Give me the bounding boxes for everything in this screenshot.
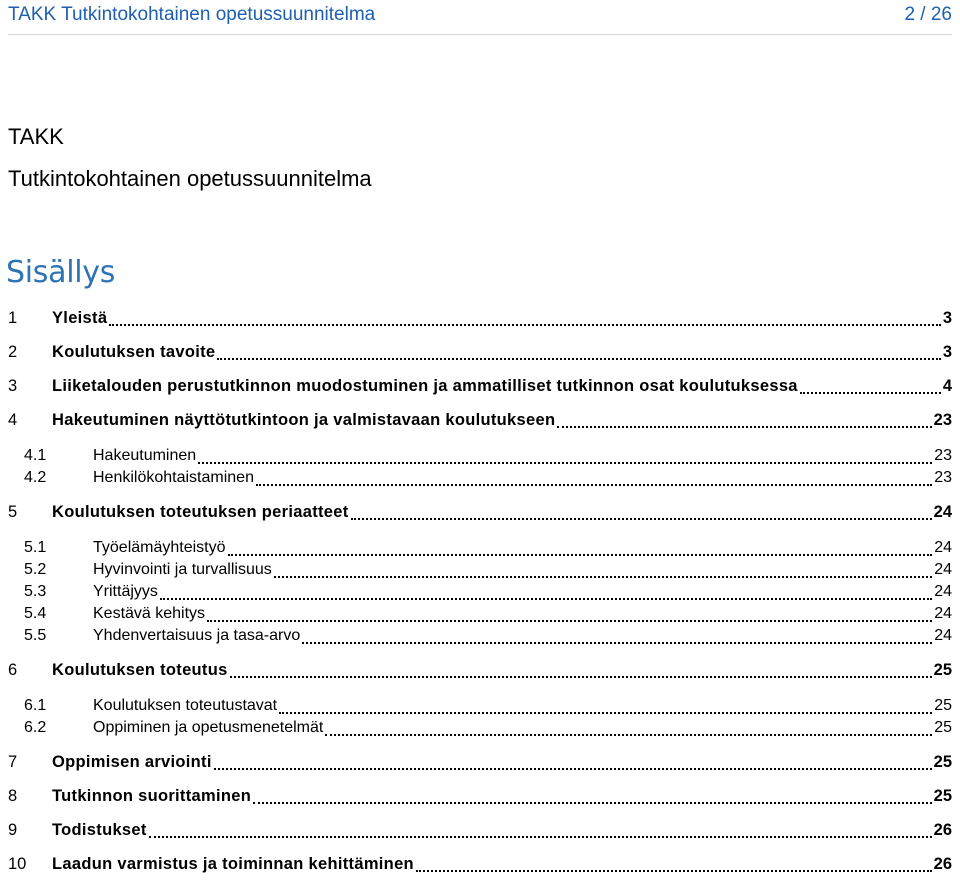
toc-entry-number: 5: [8, 503, 18, 521]
toc-entry[interactable]: [8, 821, 952, 843]
toc-entry-page: 25: [934, 719, 952, 736]
toc-entry-label: Hyvinvointi ja turvallisuus: [93, 561, 272, 578]
page-indicator: 2 / 26: [904, 4, 952, 25]
toc-entry-page: 25: [933, 661, 952, 679]
toc-entry[interactable]: [8, 503, 952, 525]
toc-entry[interactable]: [8, 753, 952, 775]
toc-entry-page: 24: [934, 539, 952, 556]
toc-entry-number: 9: [8, 821, 18, 839]
toc-entry-number: 1: [8, 309, 18, 327]
toc-entry-label: Yrittäjyys: [93, 583, 158, 600]
toc-entry-number: 5.4: [24, 605, 47, 622]
toc-leader-dots: [274, 576, 932, 578]
toc-entry-page: 25: [933, 787, 952, 805]
toc-entry-page: 26: [933, 821, 952, 839]
toc-leader-dots: [351, 518, 932, 520]
toc-leader-dots: [557, 426, 931, 428]
toc-entry-label: Koulutuksen tavoite: [52, 343, 216, 361]
toc-leader-dots: [228, 554, 933, 556]
toc-entry-label: Hakeutuminen näyttötutkintoon ja valmistavaan koulutukseen: [52, 411, 556, 429]
toc-leader-dots: [149, 836, 932, 838]
toc-entry-label: Koulutuksen toteutuksen periaatteet: [52, 503, 349, 521]
toc-entry[interactable]: [24, 583, 952, 605]
toc-entry-number: 8: [8, 787, 18, 805]
toc-entry-number: 5.3: [24, 583, 47, 600]
toc-entry-label: Työelämäyhteistyö: [93, 539, 226, 556]
toc-leader-dots: [256, 484, 932, 486]
toc-leader-dots: [217, 358, 940, 360]
toc-heading: Sisällys: [6, 255, 116, 290]
toc-leader-dots: [279, 712, 932, 714]
toc-entry-number: 5.1: [24, 539, 47, 556]
toc-entry[interactable]: [8, 787, 952, 809]
toc-entry-number: 5.5: [24, 627, 47, 644]
toc-entry-number: 6.1: [24, 697, 47, 714]
toc-leader-dots: [214, 768, 932, 770]
toc-entry-page: 3: [942, 343, 952, 361]
toc-entry-label: Tutkinnon suorittaminen: [52, 787, 252, 805]
toc-leader-dots: [198, 462, 932, 464]
toc-entry-page: 24: [934, 561, 952, 578]
toc-entry-label: Liiketalouden perustutkinnon muodostuminen ja ammatilliset tutkinnon osat koulutuksessa: [52, 377, 798, 395]
toc-entry-label: Oppiminen ja opetusmenetelmät: [93, 719, 324, 736]
toc-entry-page: 23: [934, 469, 952, 486]
toc-entry-label: Yleistä: [52, 309, 108, 327]
toc-entry[interactable]: [24, 719, 952, 741]
toc-entry-number: 2: [8, 343, 18, 361]
toc-entry[interactable]: [24, 627, 952, 649]
toc-entry-label: Todistukset: [52, 821, 147, 839]
toc-entry-number: 6.2: [24, 719, 47, 736]
toc-entry[interactable]: [24, 605, 952, 627]
toc-entry-number: 3: [8, 377, 18, 395]
toc-leader-dots: [302, 642, 932, 644]
toc-entry-page: 3: [942, 309, 952, 327]
toc-entry-page: 23: [934, 447, 952, 464]
toc-entry-label: Koulutuksen toteutustavat: [93, 697, 278, 714]
toc-entry[interactable]: [24, 447, 952, 469]
toc-entry-number: 10: [8, 855, 27, 873]
toc-leader-dots: [160, 598, 932, 600]
toc-entry[interactable]: [8, 377, 952, 399]
toc-entry-label: Koulutuksen toteutus: [52, 661, 228, 679]
toc-entry[interactable]: [8, 343, 952, 365]
toc-entry[interactable]: [8, 855, 952, 877]
toc-entry-page: 24: [934, 583, 952, 600]
header-title: TAKK Tutkintokohtainen opetussuunnitelma: [8, 4, 376, 25]
toc-entry[interactable]: [8, 309, 952, 331]
toc-entry-number: 5.2: [24, 561, 47, 578]
document-title-line2: Tutkintokohtainen opetussuunnitelma: [8, 166, 372, 191]
toc-entry-label: Oppimisen arviointi: [52, 753, 212, 771]
toc-entry-page: 24: [934, 627, 952, 644]
toc-entry-label: Laadun varmistus ja toiminnan kehittäminen: [52, 855, 414, 873]
toc-entry-number: 7: [8, 753, 18, 771]
toc-leader-dots: [253, 802, 932, 804]
toc-entry-number: 6: [8, 661, 18, 679]
toc-entry-page: 24: [933, 503, 952, 521]
toc-entry[interactable]: [24, 539, 952, 561]
toc-entry-page: 26: [933, 855, 952, 873]
toc-entry-page: 25: [933, 753, 952, 771]
toc-leader-dots: [230, 676, 932, 678]
toc-entry-page: 25: [934, 697, 952, 714]
toc-entry-label: Henkilökohtaistaminen: [93, 469, 254, 486]
toc-leader-dots: [207, 620, 932, 622]
toc-leader-dots: [109, 324, 941, 326]
toc-leader-dots: [800, 392, 941, 394]
toc-entry-page: 23: [933, 411, 952, 429]
toc-leader-dots: [325, 734, 932, 736]
toc-entry-page: 4: [942, 377, 952, 395]
toc-leader-dots: [416, 870, 932, 872]
toc-entry-label: Kestävä kehitys: [93, 605, 206, 622]
toc-entry[interactable]: [8, 411, 952, 433]
toc-entry-label: Yhdenvertaisuus ja tasa-arvo: [93, 627, 301, 644]
toc-entry-number: 4.1: [24, 447, 47, 464]
toc-entry[interactable]: [24, 561, 952, 583]
toc-entry-number: 4: [8, 411, 18, 429]
toc-entry[interactable]: [8, 661, 952, 683]
toc-entry[interactable]: [24, 469, 952, 491]
toc-entry-number: 4.2: [24, 469, 47, 486]
toc-entry[interactable]: [24, 697, 952, 719]
document-title-line1: TAKK: [8, 124, 64, 149]
toc-entry-label: Hakeutuminen: [93, 447, 197, 464]
toc-entry-page: 24: [934, 605, 952, 622]
